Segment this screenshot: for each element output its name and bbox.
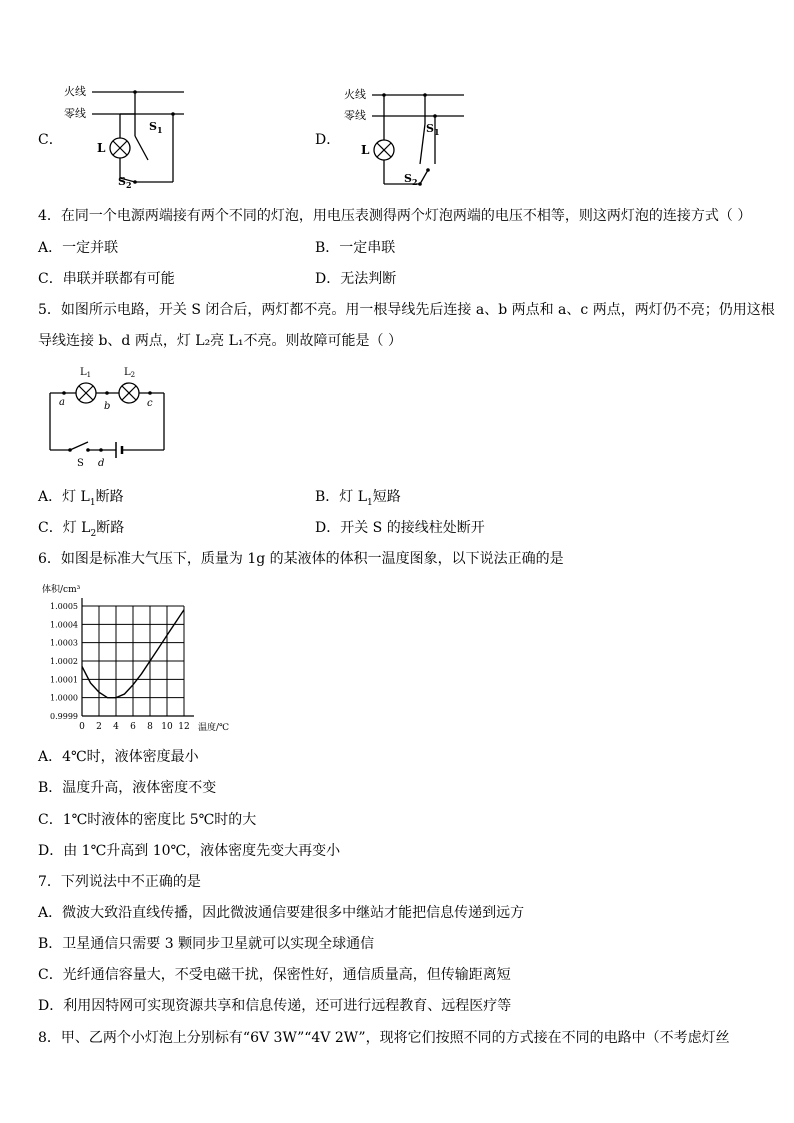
q7-option-b: B．卫星通信只需要 3 颗同步卫星就可以实现全球通信 bbox=[38, 936, 375, 952]
svg-text:S2: $S_2$ bbox=[118, 175, 132, 190]
q5-circuit-diagram bbox=[40, 362, 175, 470]
svg-text:b: b bbox=[104, 401, 111, 412]
svg-text:S1: $S_1$ bbox=[149, 120, 163, 135]
x-tick-label: 8 bbox=[147, 722, 153, 732]
x-tick-label: 4 bbox=[113, 722, 119, 732]
circuit-diagram-c bbox=[60, 80, 200, 190]
y-tick-label: 1.0001 bbox=[50, 675, 78, 685]
svg-text:L2: $L_2$ bbox=[124, 367, 136, 379]
fire-wire-label: 火线 bbox=[64, 85, 86, 98]
q5-option-c: C．灯 $L_2$断路 bbox=[38, 520, 125, 539]
fire-wire-label: 火线 bbox=[344, 88, 366, 101]
q6-option-b: B．温度升高，液体密度不变 bbox=[38, 780, 217, 796]
q8-stem: 8．甲、乙两个小灯泡上分别标有“6V 3W”“4V 2W”，现将它们按照不同的方式接在不同的电路中（不考虑灯丝 bbox=[38, 1030, 730, 1046]
volume-temperature-chart bbox=[40, 578, 240, 738]
q5-stem-line1: 5．如图所示电路，开关 S 闭合后，两灯都不亮。用一根导线先后连接 a、b 两点和 a、c 两点，两灯仍不亮；仍用这根 bbox=[38, 302, 775, 318]
q6-option-a: A．4℃时，液体密度最小 bbox=[38, 749, 199, 765]
q4-option-c: C．串联并联都有可能 bbox=[38, 271, 175, 287]
lamp-label: L bbox=[361, 143, 370, 157]
circuit-diagram-d bbox=[340, 82, 470, 192]
q4-stem: 4．在同一个电源两端接有两个不同的灯泡，用电压表测得两个灯泡两端的电压不相等，则这两灯泡的连接方式（ ） bbox=[38, 208, 752, 224]
q7-option-c: C．光纤通信容量大，不受电磁干扰，保密性好，通信质量高，但传输距离短 bbox=[38, 967, 511, 983]
q7-option-a: A．微波大致沿直线传播，因此微波通信要建很多中继站才能把信息传递到远方 bbox=[38, 905, 525, 921]
q5-stem-line2: 导线连接 b、d 两点，灯 L₂亮 L₁不亮。则故障可能是（ ） bbox=[38, 333, 402, 349]
y-axis-label: 体积/cm³ bbox=[42, 585, 81, 595]
switch-s-icon bbox=[70, 442, 88, 450]
zero-wire-label: 零线 bbox=[344, 109, 366, 122]
x-axis-label: 温度/℃ bbox=[198, 723, 230, 733]
svg-text:S1: $S_1$ bbox=[426, 122, 440, 137]
q6-stem: 6．如图是标准大气压下，质量为 1g 的某液体的体积一温度图象，以下说法正确的是 bbox=[38, 551, 564, 567]
svg-text:a: a bbox=[59, 397, 65, 408]
switch-s2-icon bbox=[420, 170, 428, 184]
svg-text:d: d bbox=[98, 458, 105, 469]
q4-option-d: D．无法判断 bbox=[315, 271, 397, 287]
y-tick-label: 0.9999 bbox=[50, 712, 78, 721]
svg-text:L1: $L_1$ bbox=[80, 367, 92, 379]
x-tick-label: 6 bbox=[130, 722, 136, 732]
option-c-label: C． bbox=[38, 132, 63, 148]
q4-option-a: A．一定并联 bbox=[38, 240, 119, 256]
x-tick-label: 12 bbox=[178, 722, 190, 732]
x-tick-label: 0 bbox=[79, 722, 85, 732]
y-tick-label: 1.0000 bbox=[50, 693, 78, 703]
q5-option-a: A．灯 $L_1$断路 bbox=[38, 489, 124, 508]
q6-option-c: C．1℃时液体的密度比 5℃时的大 bbox=[38, 812, 257, 828]
y-tick-label: 1.0003 bbox=[50, 638, 78, 648]
svg-text:c: c bbox=[147, 398, 153, 409]
q4-option-b: B．一定串联 bbox=[315, 240, 396, 256]
y-tick-label: 1.0005 bbox=[50, 602, 78, 611]
y-tick-label: 1.0004 bbox=[50, 620, 78, 630]
x-tick-label: 2 bbox=[96, 722, 102, 732]
x-tick-label: 10 bbox=[161, 722, 173, 732]
q7-stem: 7．下列说法中不正确的是 bbox=[38, 874, 201, 890]
svg-text:S2: $S_2$ bbox=[404, 172, 418, 187]
svg-text:S: S bbox=[77, 458, 84, 469]
y-tick-label: 1.0002 bbox=[50, 657, 78, 666]
q5-option-d: D．开关 S 的接线柱处断开 bbox=[315, 520, 485, 536]
switch-s1-icon bbox=[420, 124, 425, 164]
q6-option-d: D．由 1℃升高到 10℃，液体密度先变大再变小 bbox=[38, 843, 341, 859]
lamp-label: L bbox=[97, 141, 106, 155]
q7-option-d: D．利用因特网可实现资源共享和信息传递，还可进行远程教育、远程医疗等 bbox=[38, 998, 512, 1014]
zero-wire-label: 零线 bbox=[64, 107, 86, 120]
option-d-label: D． bbox=[315, 132, 341, 148]
q5-option-b: B．灯 $L_1$短路 bbox=[315, 489, 401, 508]
switch-s1-icon bbox=[135, 136, 148, 160]
